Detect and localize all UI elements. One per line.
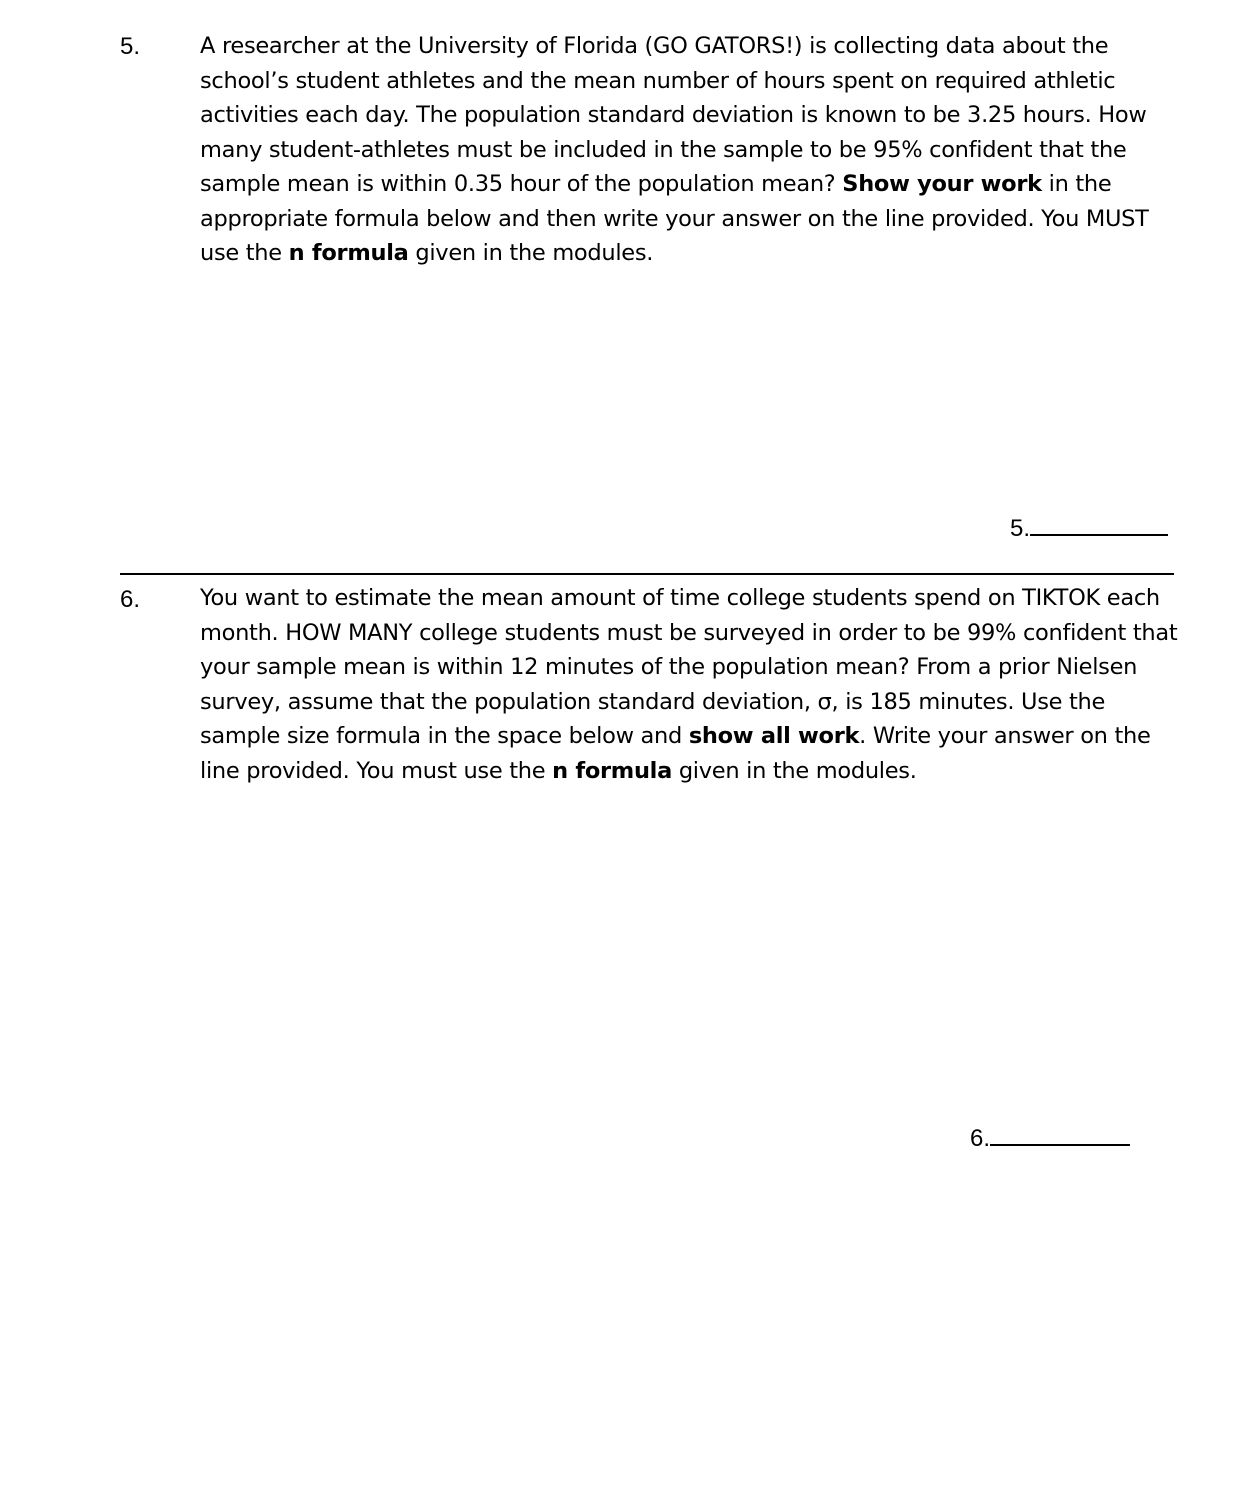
question-text-part: given in the modules. <box>408 240 654 266</box>
emphasis-n-formula: n formula <box>288 240 409 266</box>
question-text-part: A researcher at the University of Florida (GO GATORS!) is collecting data about the school’s student athletes and the mean number of hours spent on required athletic activities each day. The population standard deviation is known to be 3.25 hours. How many student-athletes must be included in the sample to be 95% confident that the sample mean is within 0.35 hour of the population mean? <box>200 33 1147 197</box>
question-number: 6. <box>120 586 141 613</box>
answer-label: 5. <box>1010 515 1031 542</box>
emphasis-show-all-work: show all work <box>688 723 860 749</box>
question-number: 5. <box>120 33 141 60</box>
emphasis-n-formula: n formula <box>552 757 672 784</box>
question-text <box>200 581 1180 788</box>
question-text-part: in the appropriate formula below and then write your answer on the line provided. You MUST use the <box>200 171 1149 266</box>
answer-blank[interactable] <box>990 1143 1130 1146</box>
answer-line-5[interactable] <box>1010 514 1168 544</box>
section-divider <box>120 573 1174 575</box>
question-text-part: You want to estimate the mean amount of time college students spend on TIKTOK each month. HOW MANY college students must be surveyed in order to be 99% confident that your sample mean is within 12 minutes of the population mean? From a prior Nielsen survey, assume that the population standard deviation, σ, is 185 minutes. Use the sample size formula in the space below and <box>200 585 1178 749</box>
answer-blank[interactable] <box>1030 533 1168 536</box>
answer-label: 6. <box>970 1125 991 1152</box>
question-text <box>200 29 1180 271</box>
emphasis-show-your-work: Show your work <box>842 171 1042 197</box>
question-text-part: . Write your answer on the line provided. You must use the <box>200 723 1151 784</box>
answer-line-6[interactable] <box>970 1124 1130 1154</box>
question-text-part: given in the modules. <box>671 757 917 784</box>
